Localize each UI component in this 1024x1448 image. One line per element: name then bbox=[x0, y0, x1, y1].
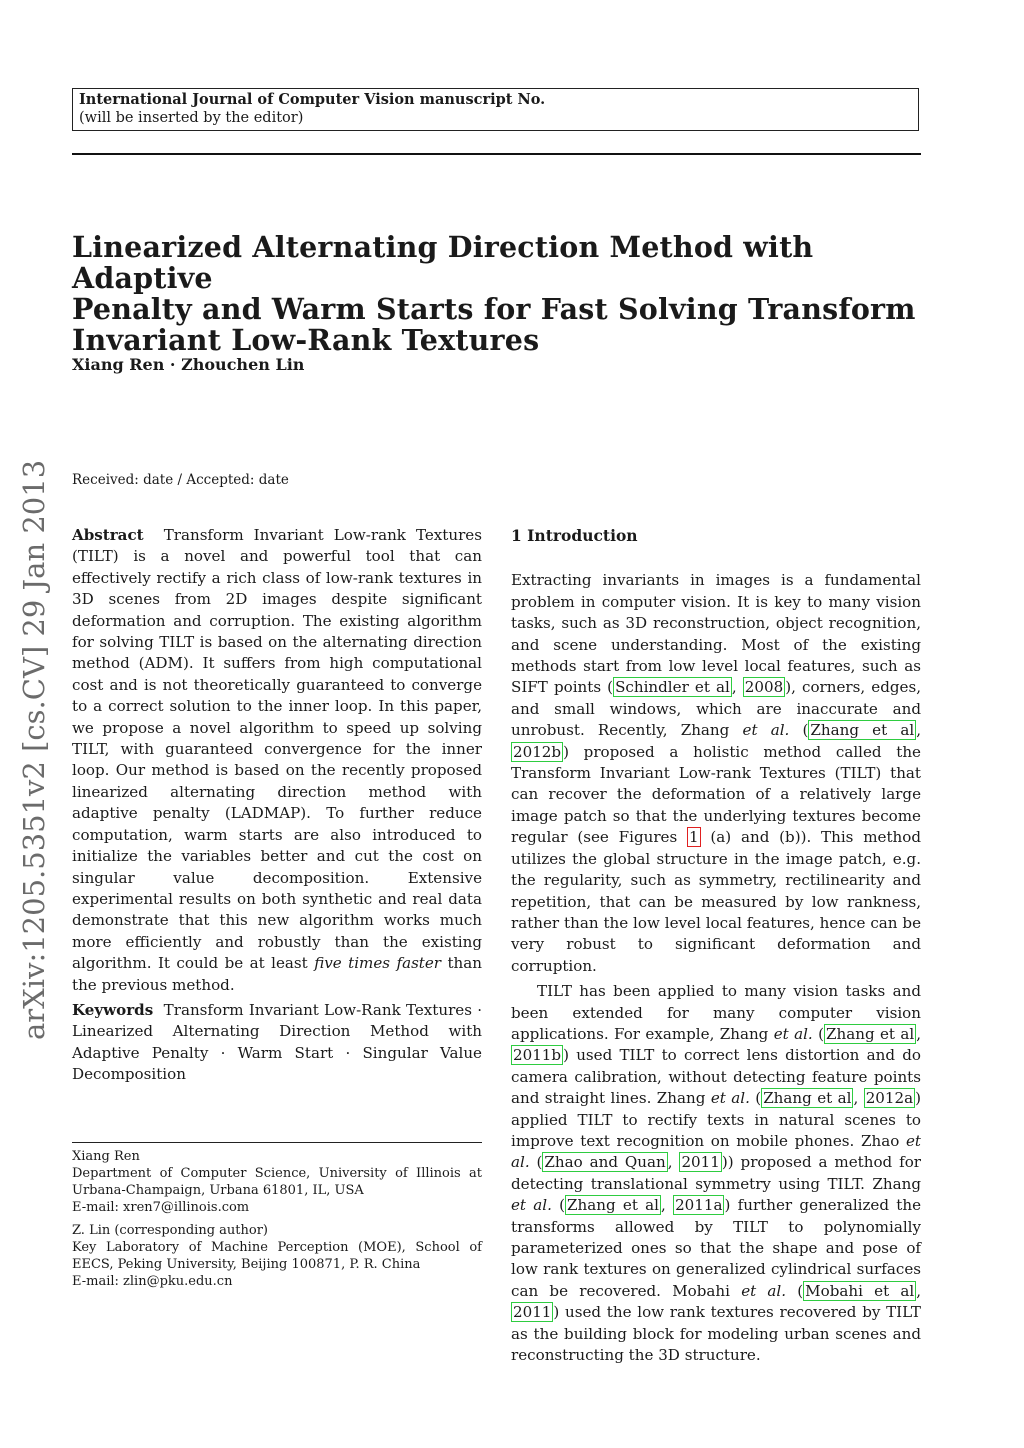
keywords bbox=[72, 1000, 482, 1086]
journal-name: International Journal of Computer Vision manuscript No. bbox=[79, 91, 546, 108]
text-run: , bbox=[916, 1281, 922, 1300]
et-al: et al. bbox=[773, 1024, 813, 1043]
text-run: , bbox=[853, 1089, 864, 1108]
header-rule bbox=[72, 153, 921, 155]
journal-header bbox=[72, 88, 919, 131]
author-footnotes bbox=[72, 1148, 482, 1296]
citation-link[interactable]: 2011 bbox=[681, 1153, 720, 1172]
text-run: ( bbox=[812, 1024, 825, 1043]
abstract bbox=[72, 525, 482, 996]
figure-ref-link[interactable]: 1 bbox=[689, 828, 699, 847]
received-date: Received: date / Accepted: date bbox=[72, 472, 289, 488]
et-al: et al. bbox=[511, 1196, 552, 1215]
title-line-1: Linearized Alternating Direction Method with Adaptive bbox=[72, 230, 814, 295]
footnote-author-2-email: E-mail: zlin@pku.edu.cn bbox=[72, 1274, 233, 1289]
footnote-author-1 bbox=[72, 1148, 482, 1216]
intro-paragraph-1 bbox=[511, 570, 921, 977]
citation-link[interactable]: Zhang et al bbox=[567, 1196, 659, 1215]
et-al: et al. bbox=[511, 1131, 921, 1172]
keywords-heading: Keywords bbox=[72, 1001, 154, 1019]
footnote-author-1-affiliation: Department of Computer Science, University of Illinois at Urbana-Champaign, Urbana 61801, IL, USA bbox=[72, 1166, 482, 1198]
footnote-author-2 bbox=[72, 1222, 482, 1290]
text-run: ), corners, edges, and small windows, which are inaccurate and unrobust. Recently, Zhang bbox=[511, 678, 922, 740]
citation-link[interactable]: Schindler et al bbox=[615, 678, 730, 697]
text-run: ) used the low rank textures recovered by TILT as the building block for modeling urban scenes and reconstructing the 3D structure. bbox=[511, 1303, 921, 1365]
abstract-heading: Abstract bbox=[72, 526, 144, 544]
text-run: ( bbox=[749, 1089, 762, 1108]
text-run: Extracting invariants in images is a fundamental problem in computer vision. It is key to many vision tasks, such as 3D reconstruction, object recognition, and scene understanding. Most of the existing methods start from low level local features, such as SIFT points ( bbox=[511, 571, 921, 697]
citation-link[interactable]: 2011a bbox=[675, 1196, 723, 1215]
arxiv-stamp: arXiv:1205.5351v2 [cs.CV] 29 Jan 2013 bbox=[17, 459, 51, 1040]
citation-link[interactable]: 2011b bbox=[513, 1046, 562, 1065]
text-run: , bbox=[667, 1153, 680, 1172]
text-run: ) applied TILT to rectify texts in natural scenes to improve text recognition on mobile phones. Zhao bbox=[511, 1089, 921, 1150]
editor-note: (will be inserted by the editor) bbox=[79, 110, 304, 126]
text-run: ( bbox=[529, 1153, 543, 1172]
text-run: )) proposed a method for detecting translational symmetry using TILT. Zhang bbox=[511, 1153, 921, 1193]
text-run: , bbox=[731, 678, 743, 697]
abstract-text: Transform Invariant Low-rank Textures (TILT) is a novel and powerful tool that can effectively rectify a rich class of low-rank textures in 3D scenes from 2D images despite significant deformation and corruption. The existing algorithm for solving TILT is based on the alternating direction method (ADM). It suffers from high computational cost and is not theoretically guaranteed to converge to a correct solution to the inner loop. In this paper, we propose a novel algorithm to speed up solving TILT, with guaranteed convergence for the inner loop. Our method is based on the recently proposed linearized alternating direction method with adaptive penalty (LADMAP). To further reduce computation, warm starts are also introduced to initialize the variables better and cut the cost on singular value decomposition. Extensive experimental results on both synthetic and real data demonstrate that this new algorithm works much more efficiently and robustly than the existing algorithm. It could be at least bbox=[72, 526, 482, 973]
title-line-2: Penalty and Warm Starts for Fast Solving Transform bbox=[72, 292, 916, 326]
abstract-emphasis: five times faster bbox=[314, 954, 442, 973]
footnote-author-1-name: Xiang Ren bbox=[72, 1149, 140, 1164]
introduction-section bbox=[511, 525, 921, 1366]
citation-link[interactable]: 2012a bbox=[865, 1089, 914, 1108]
text-run: ) proposed a holistic method called the Transform Invariant Low-rank Textures (TILT) that can recover the deformation of a relatively large image patch so that the underlying textures become regular (see Figures bbox=[511, 742, 921, 847]
footnote-author-2-affiliation: Key Laboratory of Machine Perception (MOE), School of EECS, Peking University, Beijing 100871, P. R. China bbox=[72, 1240, 482, 1272]
abstract-text-end: than the previous method. bbox=[72, 954, 482, 994]
text-run: ( bbox=[551, 1196, 566, 1215]
citation-link[interactable]: Zhang et al bbox=[826, 1024, 915, 1043]
text-run: (a) and (b)). This method utilizes the global structure in the image patch, e.g. the regularity, such as symmetry, rectilinearity and repetition, that can be measured by low rankness, rather than the low level local features, hence can be very robust to significant deformation and corruption. bbox=[511, 828, 921, 975]
citation-link[interactable]: Zhang et al bbox=[810, 721, 915, 740]
text-run: ( bbox=[789, 721, 809, 740]
title-line-3: Invariant Low-Rank Textures bbox=[72, 323, 540, 357]
introduction-heading: 1 Introduction bbox=[511, 526, 638, 545]
text-run: , bbox=[916, 721, 922, 740]
citation-link[interactable]: Zhao and Quan bbox=[544, 1153, 666, 1172]
text-run: , bbox=[661, 1196, 674, 1215]
footnote-rule bbox=[72, 1142, 482, 1143]
text-run: ( bbox=[786, 1281, 804, 1300]
citation-link[interactable]: Mobahi et al bbox=[805, 1281, 915, 1300]
paper-title bbox=[72, 232, 932, 356]
author-list: Xiang Ren · Zhouchen Lin bbox=[72, 355, 305, 374]
citation-link[interactable]: Zhang et al bbox=[763, 1089, 852, 1108]
text-run: ) used TILT to correct lens distortion and do camera calibration, without detecting feature points and straight lines. Zhang bbox=[511, 1046, 921, 1108]
footnote-author-1-email: E-mail: xren7@illinois.com bbox=[72, 1200, 250, 1215]
citation-link[interactable]: 2011 bbox=[513, 1303, 552, 1322]
et-al: et al. bbox=[741, 1281, 787, 1300]
text-run: , bbox=[916, 1024, 922, 1043]
et-al: et al. bbox=[710, 1089, 750, 1108]
citation-link[interactable]: 2008 bbox=[744, 678, 784, 697]
footnote-author-2-name: Z. Lin (corresponding author) bbox=[72, 1223, 268, 1238]
text-run: TILT has been applied to many vision tasks and been extended for many computer vision applications. For example, Zhang bbox=[511, 982, 921, 1043]
keywords-text: Transform Invariant Low-Rank Textures · Linearized Alternating Direction Method with Adaptive Penalty · Warm Start · Singular Value Decomposition bbox=[72, 1001, 482, 1084]
citation-link[interactable]: 2012b bbox=[513, 742, 562, 761]
intro-paragraph-2 bbox=[511, 981, 921, 1366]
et-al: et al. bbox=[742, 721, 790, 740]
text-run: ) further generalized the transforms allowed by TILT to polynomially parameterized ones so that the shape and pose of low rank textures on generalized cylindrical surfaces can be recovered. Mobahi bbox=[511, 1196, 922, 1300]
